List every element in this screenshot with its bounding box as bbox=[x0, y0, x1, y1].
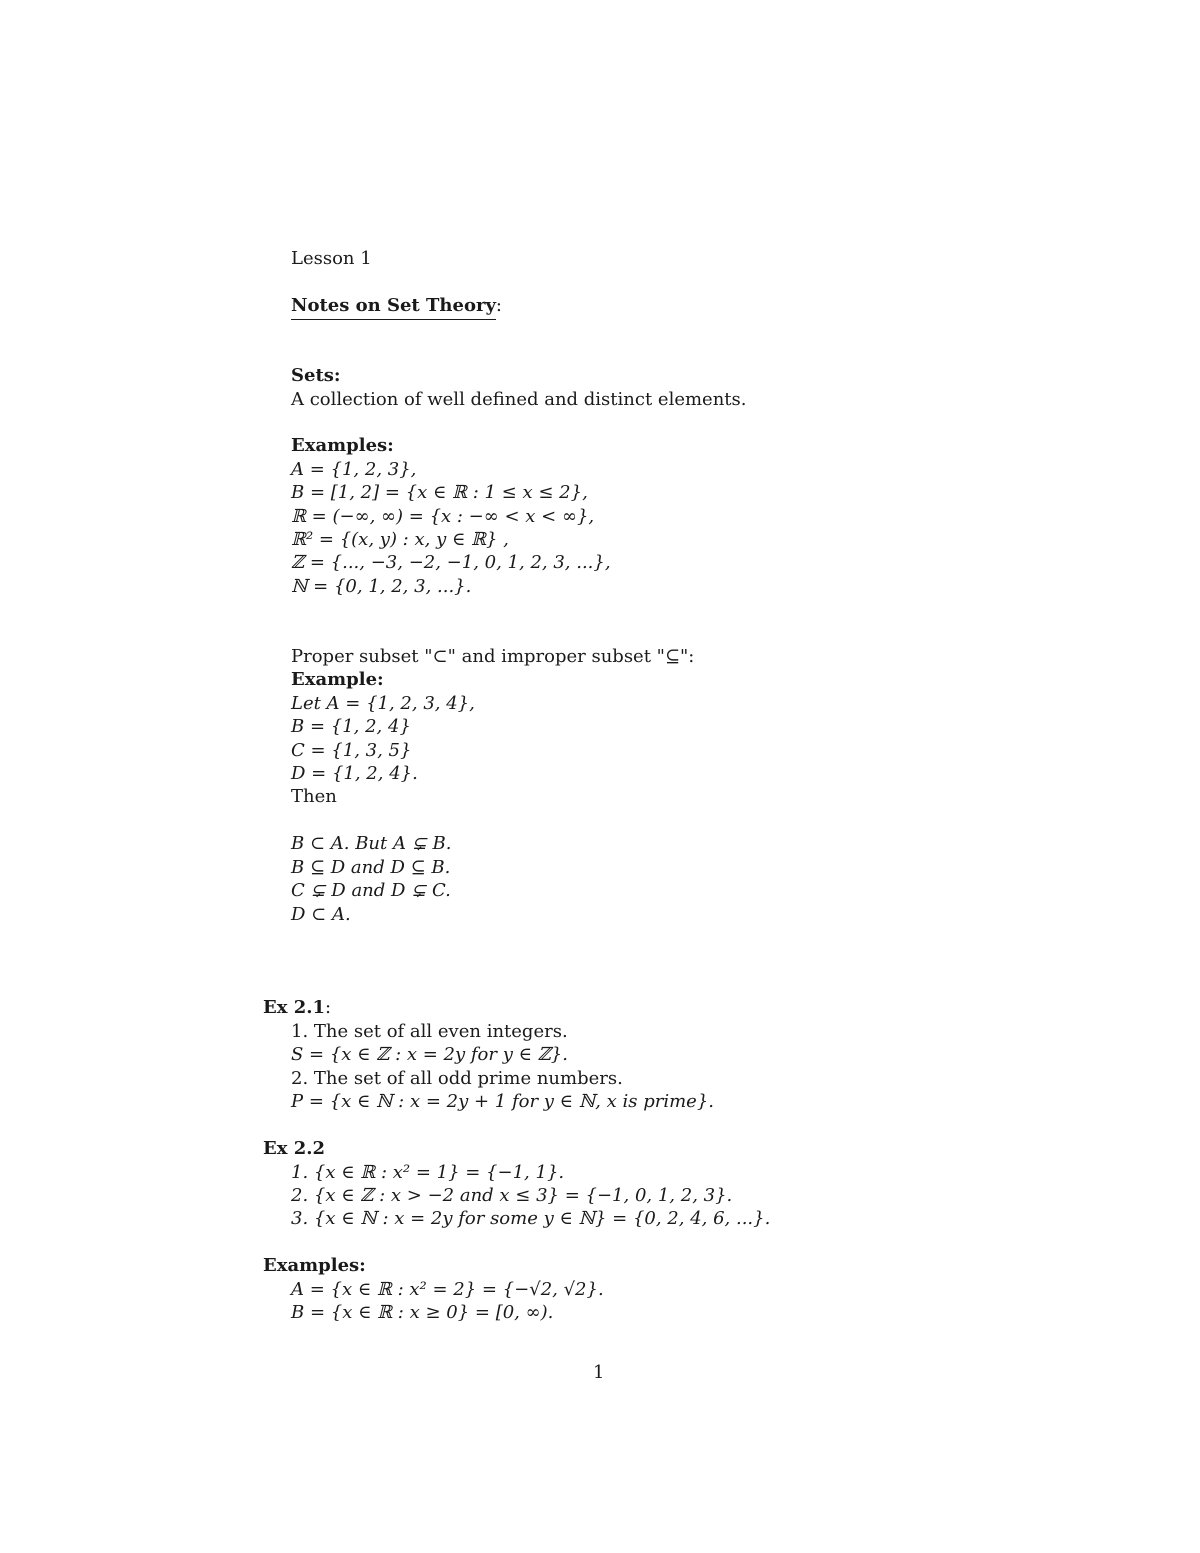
examples2-line: B = {x ∈ ℝ : x ≥ 0} = [0, ∞). bbox=[291, 1302, 554, 1323]
subset-then: Then bbox=[291, 786, 337, 807]
subset-result: C ⊊ D and D ⊊ C. bbox=[291, 880, 451, 901]
page-title: Notes on Set Theory bbox=[291, 295, 496, 320]
ex22-line: 3. {x ∈ ℕ : x = 2y for some y ∈ ℕ} = {0, 2, 4, 6, ...}. bbox=[291, 1208, 771, 1229]
ex21-line: 1. The set of all even integers. bbox=[291, 1021, 568, 1042]
example-line: ℝ² = {(x, y) : x, y ∈ ℝ} , bbox=[291, 529, 509, 550]
page-number: 1 bbox=[593, 1362, 605, 1383]
page-title-row bbox=[291, 295, 502, 317]
lesson-label: Lesson 1 bbox=[291, 248, 372, 269]
subset-result: B ⊆ D and D ⊆ B. bbox=[291, 857, 451, 878]
ex21-line: P = {x ∈ ℕ : x = 2y + 1 for y ∈ ℕ, x is prime}. bbox=[291, 1091, 714, 1112]
subset-line: B = {1, 2, 4} bbox=[291, 716, 411, 737]
sets-definition: A collection of well defined and distinct elements. bbox=[291, 389, 747, 410]
example-line: ℝ = (−∞, ∞) = {x : −∞ < x < ∞}, bbox=[291, 506, 595, 527]
subset-result: B ⊂ A. But A ⊊ B. bbox=[291, 833, 452, 854]
subset-line: Let A = {1, 2, 3, 4}, bbox=[291, 693, 475, 714]
subset-result: D ⊂ A. bbox=[291, 904, 351, 925]
ex21-heading-row bbox=[263, 997, 331, 1019]
ex21-line: 2. The set of all odd prime numbers. bbox=[291, 1068, 623, 1089]
subset-line: D = {1, 2, 4}. bbox=[291, 763, 418, 784]
sets-heading: Sets: bbox=[291, 365, 341, 386]
ex22-line: 1. {x ∈ ℝ : x² = 1} = {−1, 1}. bbox=[291, 1162, 565, 1183]
page-title-colon: : bbox=[495, 295, 502, 316]
ex21-heading: Ex 2.1 bbox=[263, 997, 326, 1018]
example-line: B = [1, 2] = {x ∈ ℝ : 1 ≤ x ≤ 2}, bbox=[291, 482, 588, 503]
example-line: A = {1, 2, 3}, bbox=[291, 459, 417, 480]
ex21-colon: : bbox=[325, 997, 332, 1018]
examples-heading: Examples: bbox=[291, 435, 394, 456]
example-line: ℤ = {..., −3, −2, −1, 0, 1, 2, 3, ...}, bbox=[291, 552, 611, 573]
ex22-line: 2. {x ∈ ℤ : x > −2 and x ≤ 3} = {−1, 0, 1, 2, 3}. bbox=[291, 1185, 733, 1206]
example-line: ℕ = {0, 1, 2, 3, ...}. bbox=[291, 576, 472, 597]
subset-line: C = {1, 3, 5} bbox=[291, 740, 412, 761]
examples2-heading: Examples: bbox=[263, 1255, 366, 1276]
subset-intro: Proper subset "⊂" and improper subset "⊆": bbox=[291, 646, 695, 667]
ex22-heading: Ex 2.2 bbox=[263, 1138, 326, 1159]
ex21-line: S = {x ∈ ℤ : x = 2y for y ∈ ℤ}. bbox=[291, 1044, 568, 1065]
subset-example-heading: Example: bbox=[291, 669, 384, 690]
examples2-line: A = {x ∈ ℝ : x² = 2} = {−√2, √2}. bbox=[291, 1279, 604, 1300]
